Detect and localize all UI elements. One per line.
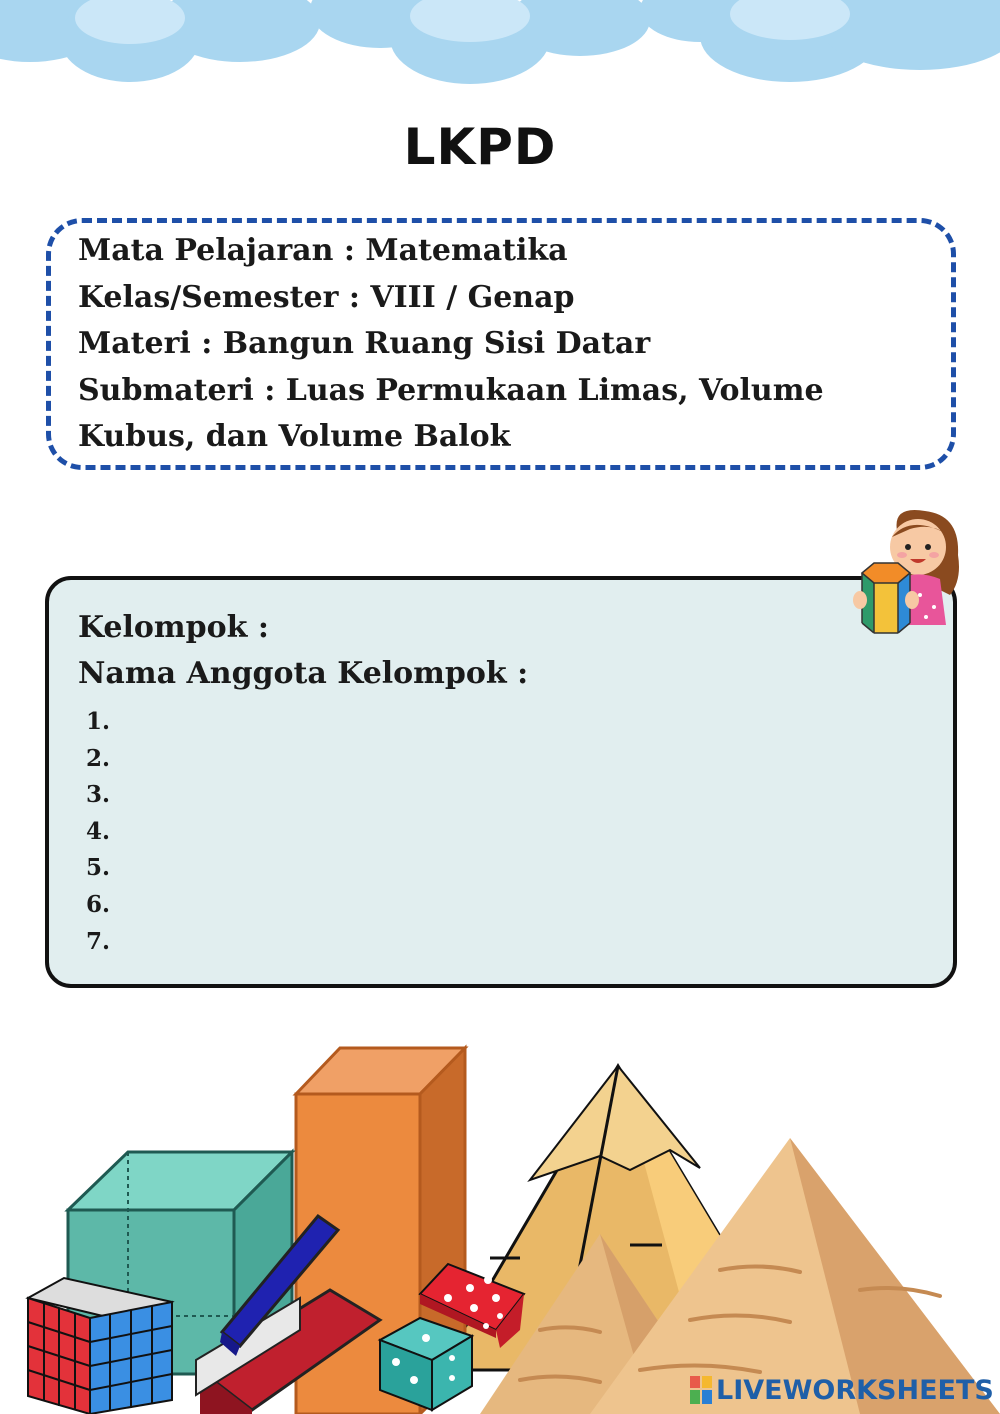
girl-with-prism-icon <box>850 505 970 640</box>
anggota-label: Nama Anggota Kelompok : <box>78 656 529 691</box>
kelompok-label: Kelompok : <box>78 610 269 645</box>
member-item: 5. <box>86 854 111 882</box>
member-item: 1. <box>86 708 111 735</box>
mata-pelajaran-line: Mata Pelajaran : Matematika <box>78 233 568 268</box>
kelas-semester-line: Kelas/Semester : VIII / Genap <box>78 279 575 315</box>
cloud-banner <box>0 0 1000 90</box>
member-list <box>86 704 110 960</box>
member-item: 7. <box>86 927 111 955</box>
member-item: 2. <box>86 744 111 772</box>
liveworksheets-logo-icon <box>690 1376 712 1404</box>
member-item: 3. <box>86 781 111 809</box>
logo-text: LIVEWORKSHEETS <box>716 1374 994 1406</box>
geometric-shapes-illustration <box>0 1040 1000 1414</box>
info-lines <box>78 228 948 461</box>
submateri-line: Submateri : Luas Permukaan Limas, Volume Kubus, dan Volume Balok <box>78 372 824 454</box>
materi-line: Materi : Bangun Ruang Sisi Datar <box>78 326 651 361</box>
member-item: 6. <box>86 890 111 918</box>
page-title: LKPD <box>403 118 557 176</box>
member-item: 4. <box>86 817 111 845</box>
liveworksheets-logo <box>690 1372 994 1408</box>
